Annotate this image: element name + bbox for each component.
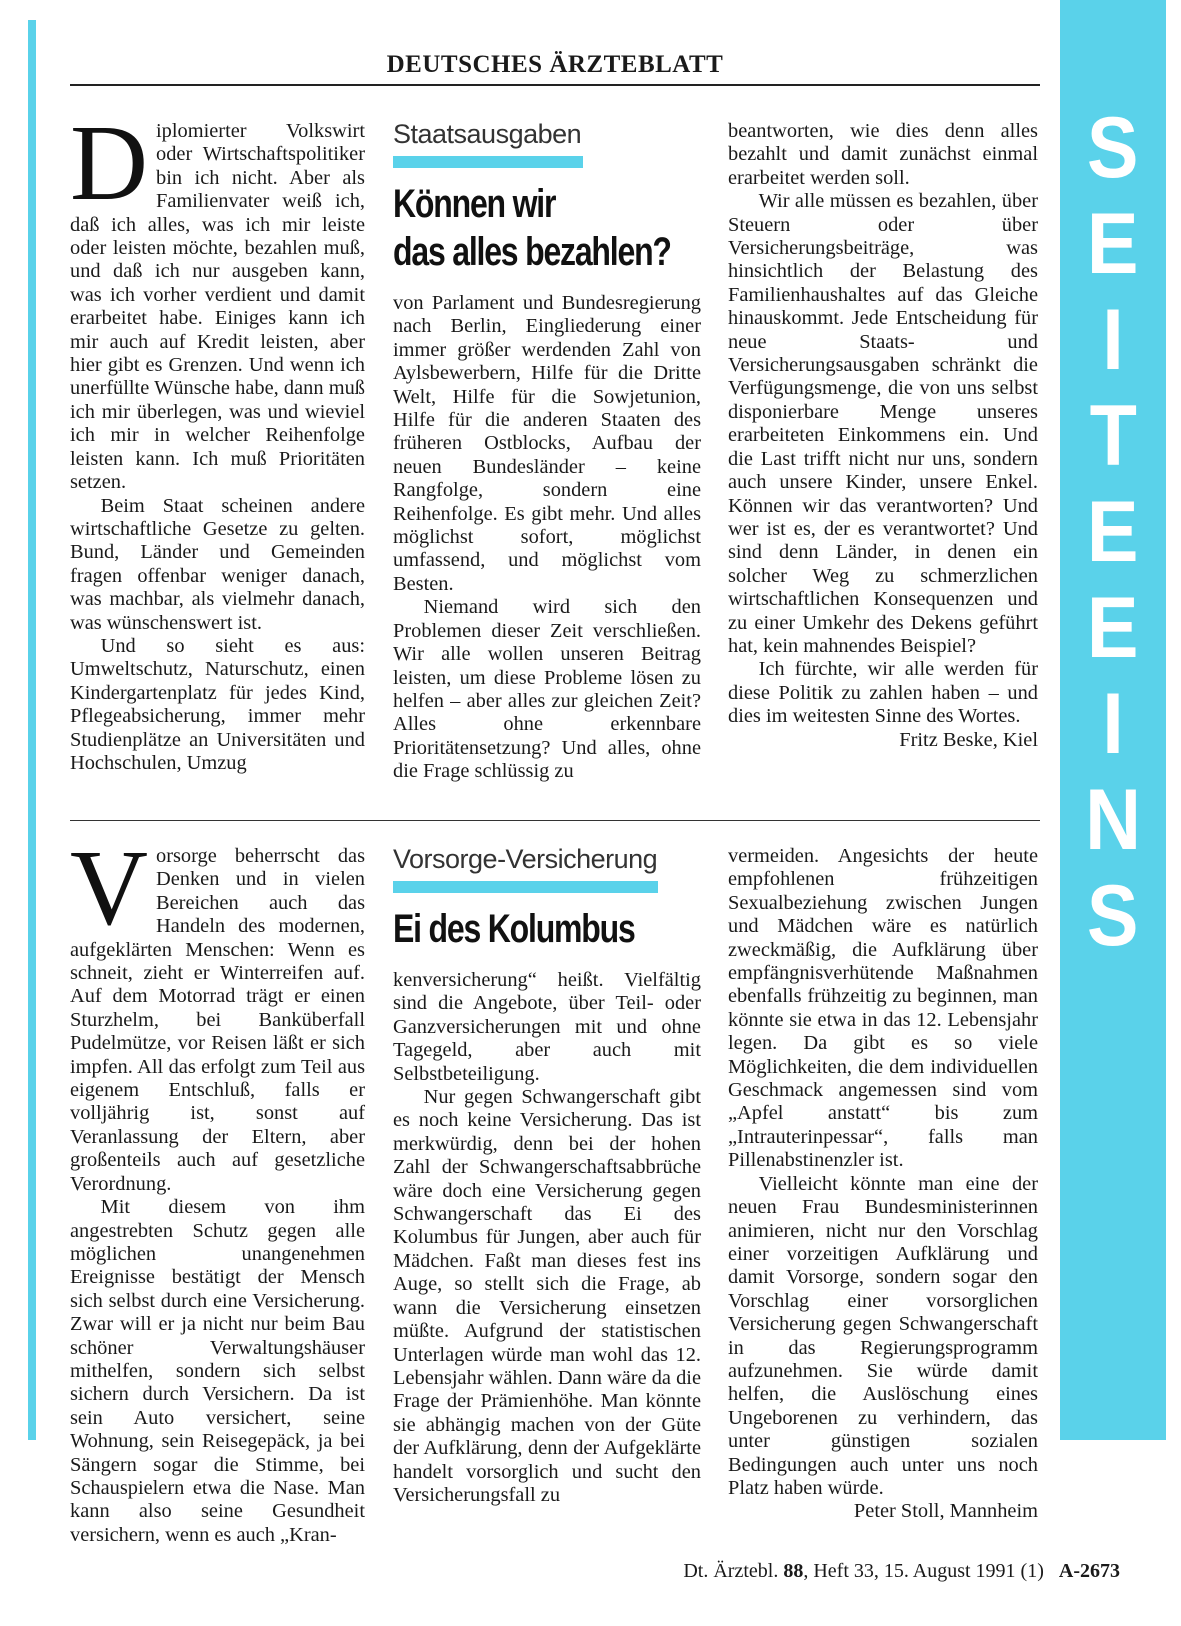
paragraph: Und so sieht es aus: Umweltschutz, Naturschutz, einen Kindergartenplatz für jedes Kind, Pflegeabsicherung, immer mehr Studienplätze an Universitäten und Hochschulen, Umzug <box>70 634 365 774</box>
band-letter: I <box>1102 676 1124 772</box>
paragraph: iplomierter Volkswirt oder Wirtschaftspolitiker bin ich nicht. Aber als Familienvater weiß ich, daß ich alles, was ich mir leiste oder leisten möchte, bezahlen muß, und daß ich nur ausgeben kann, was ich vorher verdient und damit erarbeitet habe. Einiges kann ich mir auch auf Kredit leisten, aber hier gibt es Grenzen. Und wenn ich unerfüllte Wünsche habe, dann muß ich mir überlegen, was und wieviel ich mir in welcher Reihenfolge leisten kann. Ich muß Prioritäten setzen. <box>70 120 365 494</box>
paragraph: Beim Staat scheinen andere wirtschaftliche Gesetze zu gelten. Bund, Länder und Gemeinden fragen offenbar weniger danach, was machbar, als vielmehr danach, was wünschenswert ist. <box>70 494 365 634</box>
kicker-accent-bar <box>393 881 658 893</box>
band-letter: T <box>1089 388 1137 484</box>
masthead <box>70 48 1040 86</box>
author-signature: Fritz Beske, Kiel <box>899 728 1038 751</box>
article1-column-1 <box>70 104 365 800</box>
band-letter: S <box>1087 100 1139 196</box>
paragraph: orsorge beherrscht das Denken und in vielen Bereichen auch das Handeln des modernen, aufgeklärten Menschen: Wenn es schneit, zieht er Winterreifen auf. Auf dem Motorrad trägt er einen Sturzhelm, bei Banküberfall Pudelmütze, vor Reisen läßt er sich impfen. All das erfolgt zum Teil aus eigenem Entschluß, falls er volljährig ist, sonst auf Veranlassung der Eltern, aber großenteils auch auf gesetzliche Verordnung. <box>70 845 365 1195</box>
band-letter: N <box>1085 772 1141 868</box>
page-number: A-2673 <box>1058 1560 1120 1582</box>
dropcap-d: D <box>70 104 148 223</box>
article2-column-1 <box>70 829 365 1546</box>
paragraph: Mit diesem von ihm angestrebten Schutz gegen alle möglichen unangenehmen Ereignisse bestätigt der Mensch sich selbst durch eine Versicherung. Zwar will er ja nicht nur beim Bau schöner Verwaltungshäuser mithelfen, sondern sich selbst sichern durch Versichern. Da ist sein Auto versichert, seine Wohnung, sein Reisegepäck, ja bei Sängern sogar die Stimme, bei Schauspielern etwa die Nase. Man kann also seine Gesundheit versichern, wenn es auch „Kran- <box>70 1196 365 1546</box>
author-signature: Peter Stoll, Mannheim <box>853 1500 1038 1523</box>
paragraph: von Parlament und Bundesregierung nach Berlin, Eingliederung einer immer größer werdenden Zahl von Aylsbewerbern, Hilfe für die Dritte Welt, Hilfe für die Sowjetunion, Hilfe für die anderen Staaten des früheren Ostblocks, Aufbau der neuen Bundesländer – keine Rangfolge, sondern eine Reihenfolge. Es gibt mehr. Und alles möglichst sofort, möglichst umfassend, und möglichst vom Besten. <box>393 292 701 595</box>
paragraph: Nur gegen Schwangerschaft gibt es noch keine Versicherung. Das ist merkwürdig, denn bei der hohen Zahl der Schwangerschaftsabbrüche wäre doch eine Versicherung gegen Schwangerschaft das Ei des Kolumbus für Jungen, aber auch für Mädchen. Faßt man dieses fest ins Auge, so stellt sich die Frage, ab wann die Versicherung einsetzen müßte. Aufgrund der statistischen Unterlagen würde man wohl das 12. Lebensjahr wählen. Dann wäre da die Frage der Prämienhöhe. Man könnte sie abhängig machen von der Güte der Aufklärung, denn der Aufgeklärte handelt vorsorglich und sucht den Versicherungsfall zu <box>393 1086 701 1506</box>
article2-headline: Ei des Kolumbus <box>393 907 635 951</box>
article1-kicker: Staatsausgaben <box>393 119 582 149</box>
band-letter: I <box>1102 292 1124 388</box>
headline-line-1: Können wir <box>393 182 556 226</box>
article1-headline <box>393 180 701 276</box>
paragraph: vermeiden. Angesichts der heute empfohlenen frühzeitigen Sexualbeziehung zwischen Jungen und Mädchen wäre es natürlich zweckmäßig, die Aufklärung über empfängnisverhütende Maßnahmen ebenfalls frühzeitig zu beginnen, man könnte sie etwa in das 12. Lebensjahr legen. Da gibt es so viele Möglichkeiten, die dem individuellen Geschmack angemessen sind vom „Apfel anstatt“ bis zum „Intrauterinpessar“, falls man Pillenabstinenzler ist. <box>728 845 1038 1172</box>
band-letter: E <box>1087 580 1139 676</box>
paragraph: beantworten, wie dies denn alles bezahlt und damit zunächst einmal erarbeitet werden soll. <box>728 120 1038 189</box>
left-accent-rule <box>28 20 36 1440</box>
headline-line-2: das alles bezahlen? <box>393 230 671 274</box>
dropcap-v: V <box>70 829 148 948</box>
band-letter: E <box>1087 484 1139 580</box>
article1-column-2 <box>393 118 701 800</box>
article1-column-3 <box>728 120 1038 800</box>
article2-column-3 <box>728 845 1038 1525</box>
kicker-accent-bar <box>393 156 583 168</box>
section-band-seite-eins <box>1060 0 1166 1440</box>
journal-name: Dt. Ärztebl. <box>683 1560 779 1582</box>
article2-headline-wrap <box>393 905 701 955</box>
article2-column-2 <box>393 843 701 1525</box>
band-letter: E <box>1087 196 1139 292</box>
paragraph: Vielleicht könnte man eine der neuen Frau Bundesministerinnen animieren, nicht nur den Vorschlag einer vorzeitigen Aufklärung und damit Vorsorge, sondern sogar den Vorschlag einer vorsorglichen Versicherung gegen Schwangerschaft in das Regierungsprogramm aufzunehmen. Sie würde damit helfen, die Auslöschung eines Ungeborenen zu verhindern, das unter günstigen sozialen Bedingungen auch unter uns noch Platz haben würde. <box>728 1172 1038 1499</box>
paragraph: kenversicherung“ heißt. Vielfältig sind die Angebote, über Teil- oder Ganzversicherungen mit und ohne Tagegeld, aber auch mit Selbstbeteiligung. <box>393 969 701 1085</box>
paragraph: Wir alle müssen es bezahlen, über Steuern oder über Versicherungsbeiträge, was hinsichtlich der Belastung des Familienhaushaltes auf das Gleiche hinauskommt. Jede Entscheidung für neue Staats- und Versicherungsausgaben schränkt die Verfügungsmenge, die von uns selbst disponierbare Menge unseres erarbeiteten Einkommens ein. Und die Last trifft nicht nur uns, sondern auch unsere Kinder, unsere Enkel. Können wir das verantworten? Und wer ist es, der es verantwortet? Und sind denn Länder, in denen ein solcher Weg zu schmerzlichen wirtschaftlichen Konsequenzen und zu einer Umkehr des Dekens geführt hat, kein mahnendes Beispiel? <box>728 190 1038 657</box>
issue-info: , Heft 33, 15. August 1991 (1) <box>803 1560 1044 1582</box>
article2-kicker: Vorsorge-Versicherung <box>393 844 658 874</box>
journal-volume: 88 <box>783 1560 804 1582</box>
paragraph: Niemand wird sich den Problemen dieser Zeit verschließen. Wir alle wollen unseren Beitrag leisten, um diese Probleme lösen zu helfen – aber alles zur gleichen Zeit? Alles ohne erkennbare Prioritätensetzung? Und alles, ohne die Frage schlüssig zu <box>393 596 701 783</box>
page-footer <box>600 1560 1120 1583</box>
masthead-title: DEUTSCHES ÄRZTEBLATT <box>386 51 724 78</box>
band-letter: S <box>1087 868 1139 964</box>
paragraph: Ich fürchte, wir alle werden für diese Politik zu zahlen haben – und dies im weitesten Sinne des Wortes. <box>728 658 1038 728</box>
article-divider <box>70 820 1040 821</box>
